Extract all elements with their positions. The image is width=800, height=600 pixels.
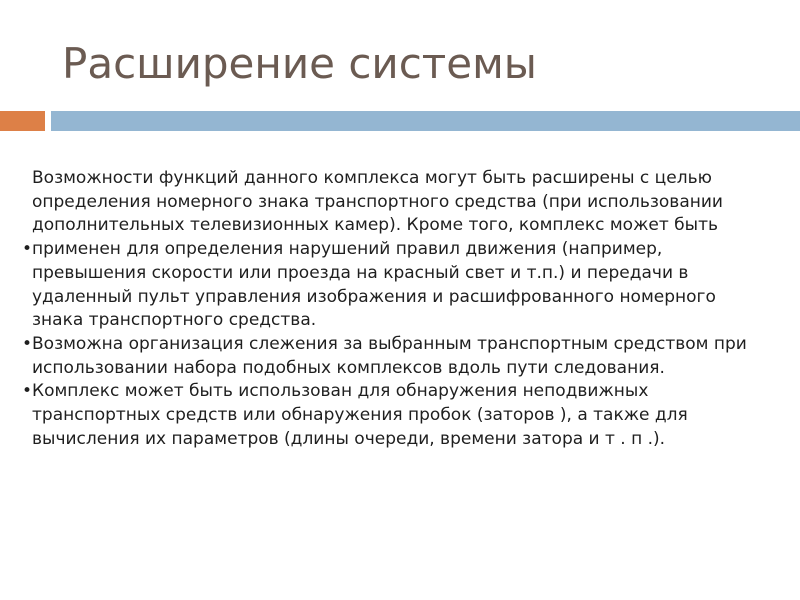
bullet-item-2 <box>24 333 764 380</box>
title-accent-bar <box>0 111 45 131</box>
bullet-marker: • <box>22 239 33 260</box>
bullet-text-2: Возможна организация слежения за выбранным транспортным средством при использовании набора подобных комплексов вдоль пути следования. <box>32 333 747 378</box>
slide-title: Расширение системы <box>62 39 537 88</box>
bullet-text-3: Комплекс может быть использован для обнаружения неподвижных транспортных средств или обнаружения пробок (заторов ), а также для вычисления их параметров (длины очереди, времени затора и т . п .). <box>32 381 688 449</box>
bullet-marker: • <box>22 333 33 354</box>
bullet-item-1 <box>24 238 764 333</box>
bullet-marker: • <box>22 381 33 402</box>
bullet-text-1: применен для определения нарушений правил движения (например, превышения скорости или проезда на красный свет и т.п.) и передачи в удаленный пульт управления изображения и расшифрованного номерного знака транспортного средства. <box>32 239 716 331</box>
slide-body <box>24 167 764 451</box>
bullet-item-3 <box>24 380 764 451</box>
intro-paragraph: Возможности функций данного комплекса могут быть расширены с целью определения номерного знака транспортного средства (при использовании дополнительных телевизионных камер). Кроме того, комплекс может быть <box>32 168 723 236</box>
title-underline-bar <box>51 111 800 131</box>
